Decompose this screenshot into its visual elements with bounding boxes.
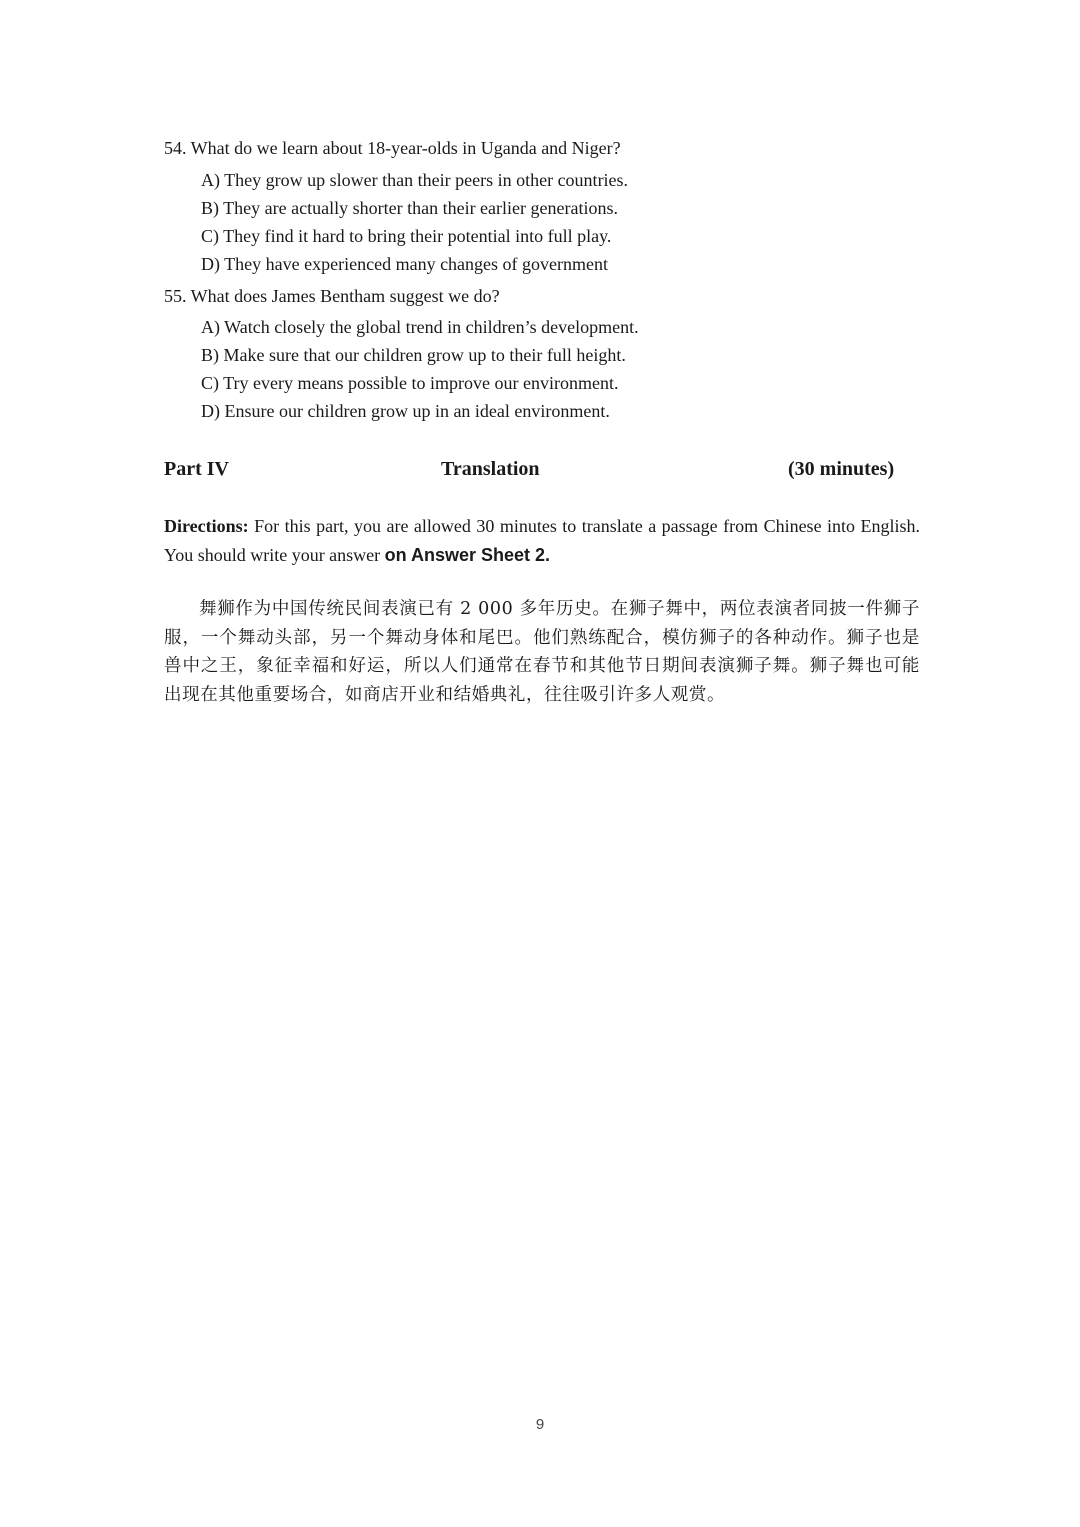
question-54-option-d: D) They have experienced many changes of government [201, 254, 609, 274]
question-54-option-c: C) They find it hard to bring their potential into full play. [201, 226, 612, 246]
translation-passage: 舞狮作为中国传统民间表演已有 2 000 多年历史。在狮子舞中，两位表演者同披一件狮子服，一个舞动头部，另一个舞动身体和尾巴。他们熟练配合，模仿狮子的各种动作。狮子也是兽中之王，象征幸福和好运，所以人们通常在春节和其他节日期间表演狮子舞。狮子舞也可能出现在其他重要场合，如商店开业和结婚典礼，往往吸引许多人观赏。 [164, 599, 920, 705]
directions-text: For this part, you are allowed 30 minutes to translate a passage from Chinese into English. You should write your answer [164, 516, 920, 565]
answer-sheet-reference: on Answer Sheet 2. [384, 545, 551, 565]
directions-paragraph [164, 512, 920, 570]
question-55-option-c: C) Try every means possible to improve our environment. [201, 373, 619, 393]
question-55-option-a: A) Watch closely the global trend in children’s development. [201, 317, 639, 337]
part-label: Part IV [164, 458, 229, 480]
question-54-option-a: A) They grow up slower than their peers in other countries. [201, 170, 629, 190]
question-55-stem: 55. What does James Bentham suggest we do? [164, 286, 500, 306]
directions-lead: Directions: [164, 516, 249, 536]
question-54-stem: 54. What do we learn about 18-year-olds in Uganda and Niger? [164, 138, 621, 158]
page-number: 9 [535, 1416, 545, 1433]
part-time: (30 minutes) [788, 458, 895, 480]
question-55-option-b: B) Make sure that our children grow up to their full height. [201, 345, 626, 365]
part-title: Translation [441, 458, 540, 480]
question-54-option-b: B) They are actually shorter than their earlier generations. [201, 198, 618, 218]
question-55-option-d: D) Ensure our children grow up in an ideal environment. [201, 401, 610, 421]
